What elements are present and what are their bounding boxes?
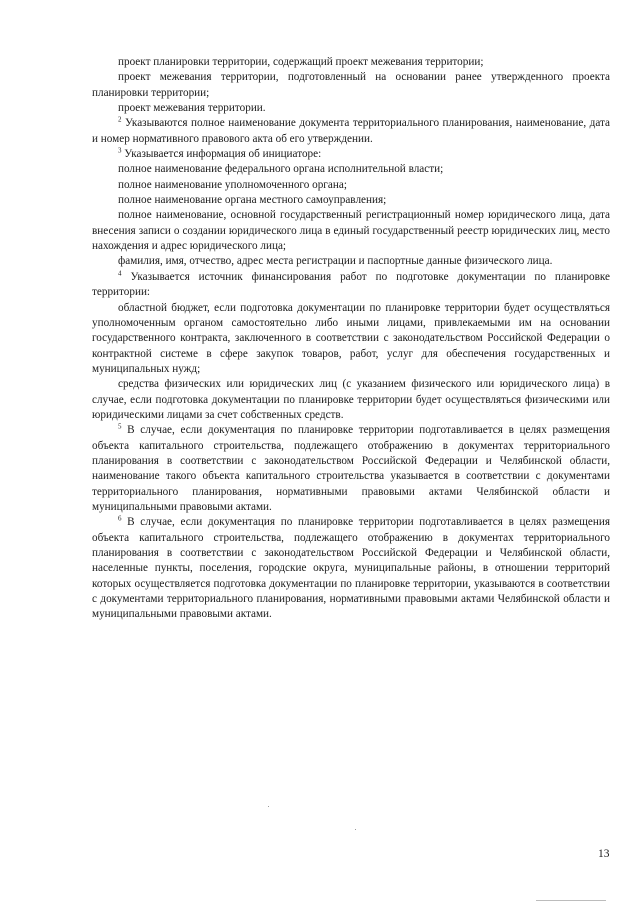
paragraph: фамилия, имя, отчество, адрес места регистрации и паспортные данные физического лица.	[118, 255, 553, 268]
footnote-4: $^4$ Указывается источник финансирования работ по подготовке документации по планировке территории:	[92, 269, 611, 299]
paragraph: полное наименование уполномоченного органа;	[118, 178, 347, 191]
paragraph: областной бюджет, если подготовка документации по планировке территории будет осуществляться уполномоченным органом самостоятельно либо иными лицами, привлекаемыми им на основании государственного контракта, заключенного в соответствии с законодательством Российской Федерации о контрактной системе в сфере закупок товаров, работ, услуг для обеспечения государственных и муниципальных нужд;	[92, 301, 610, 375]
footnote-5: $^5$ В случае, если документация по планировке территории подготавливается в целях размещения объекта капитального строительства, подлежащего отображению в документах территориального планирования в соответствии с законодательством Российской Федерации и Челябинской области, наименование такого объекта капитального строительства указывается в соответствии с документами территориального планирования, нормативными правовыми актами Челябинской области и муниципальными правовыми актами.	[92, 422, 611, 513]
page-number: 13	[598, 848, 610, 860]
footnote-marker: 3	[118, 146, 122, 155]
footnote-marker: 4	[118, 269, 122, 278]
footnote-2: $^2$ Указываются полное наименование документа территориального планирования, наименование, дата и номер нормативного правового акта об его утверждении.	[92, 115, 611, 145]
scan-speck	[355, 829, 356, 830]
scan-edge-mark	[536, 900, 606, 901]
scan-speck	[268, 806, 269, 807]
paragraph: полное наименование, основной государственный регистрационный номер юридического лица, дата внесения записи о создании юридического лица в единый государственный реестр юридических лиц, место нахождения и адрес юридического лица;	[92, 209, 610, 253]
footnote-3: $^3$ Указывается информация об инициаторе:	[118, 146, 322, 161]
footnote-marker: 6	[118, 514, 122, 523]
paragraph: проект межевания территории.	[118, 102, 266, 115]
paragraph: средства физических или юридических лиц (с указанием физического или юридического лица) в случае, если подготовка документации по планировке территории будет осуществляться физическими или юридическими лицами за счет собственных средств.	[92, 378, 610, 421]
paragraph: полное наименование федерального органа исполнительной власти;	[118, 163, 444, 176]
paragraph: проект планировки территории, содержащий проект межевания территории;	[118, 56, 484, 68]
paragraph: проект межевания территории, подготовленный на основании ранее утвержденного проекта планировки территории;	[92, 71, 610, 99]
footnote-6: $^6$ В случае, если документация по планировке территории подготавливается в целях размещения объекта капитального строительства, подлежащего отображению в документах территориального планирования в соответствии с законодательством Российской Федерации и Челябинской области, населенные пункты, поселения, городские округа, муниципальные районы, в отношении территорий которых осуществляется подготовка документации по планировке территории, указываются в соответствии с документами территориального планирования, нормативными правовыми актами Челябинской области и муниципальными правовыми актами.	[92, 514, 611, 621]
paragraph: полное наименование органа местного самоуправления;	[118, 194, 387, 207]
footnote-marker: 5	[118, 422, 122, 431]
footnote-marker: 2	[118, 115, 122, 124]
document-body	[92, 55, 610, 623]
